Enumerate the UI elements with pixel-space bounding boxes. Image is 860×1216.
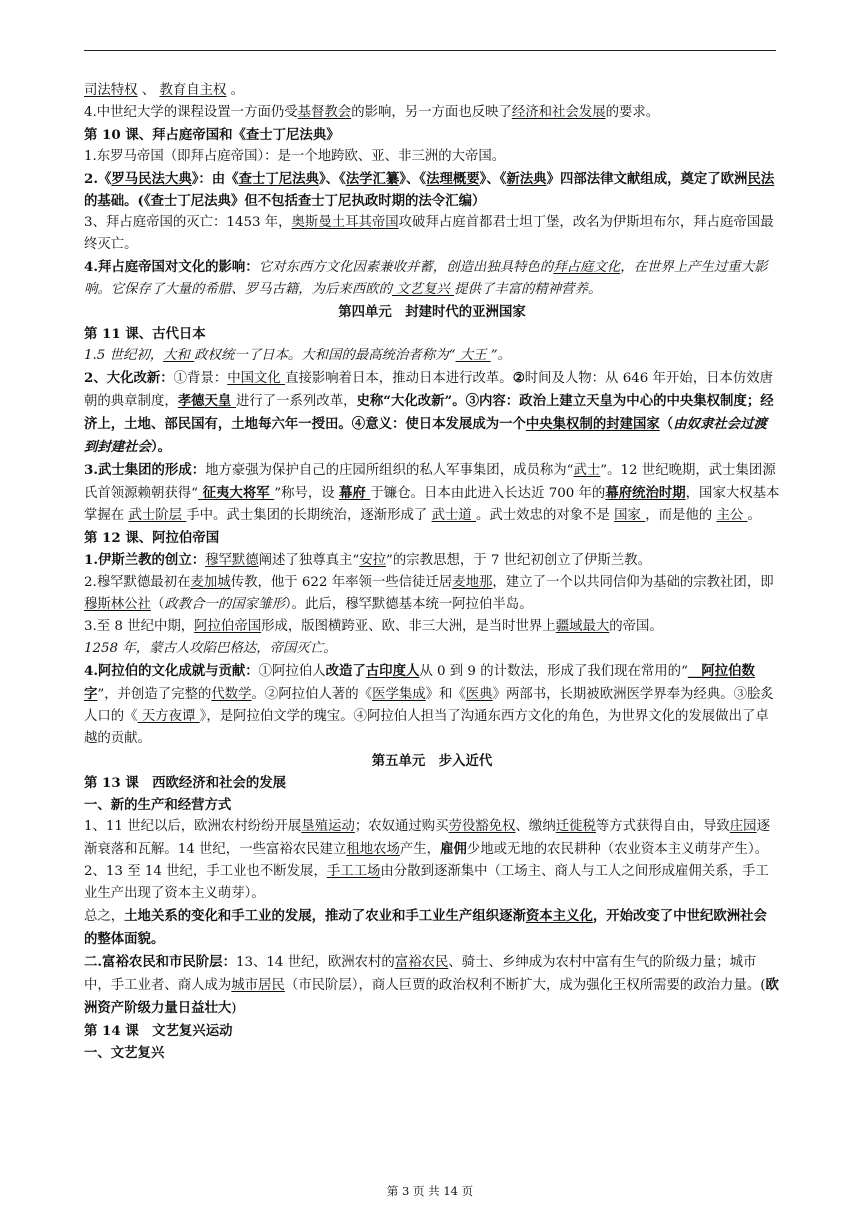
lesson-heading: 第 13 课 西欧经济和社会的发展 xyxy=(84,775,287,791)
unit-heading: 第四单元 封建时代的亚洲国家 xyxy=(338,304,526,320)
paragraph: 3.武士集团的形成：地方豪强为保护自己的庄园所组织的私人军事集团，成员称为“武士”。12 世纪晚期，武士集团源氏首领源赖朝获得“ 征夷大将军 ”称号，设 幕府 于镰仓。日本由此进入长达近 700 年的幕府统治时期，国家大权基本掌握在 武士阶层 手中。武士集团的长期统治，逐渐形成了 武士道 。武士效忠的对象不是 国家 ，而是他的 主公 。 xyxy=(84,462,780,523)
paragraph: 4.拜占庭帝国对文化的影响：它对东西方文化因素兼收并蓄，创造出独具特色的拜占庭文化，在世界上产生过重大影响。它保存了大量的希腊、罗马古籍，为后来西欧的 文艺复兴 提供了丰富的精神营养。 xyxy=(84,259,768,297)
paragraph: 2、13 至 14 世纪，手工业也不断发展，手工工场由分散到逐渐集中（工场主、商人与工人之间形成雇佣关系，手工业生产出现了资本主义萌芽）。 xyxy=(84,864,769,901)
lesson-heading: 第 10 课、拜占庭帝国和《查士丁尼法典》 xyxy=(84,127,340,143)
document-body xyxy=(84,80,780,1064)
section-heading: 一、新的生产和经营方式 xyxy=(84,797,232,813)
paragraph: 2.穆罕默德最初在麦加城传教，他于 622 年率领一些信徒迁居麦地那，建立了一个以共同信仰为基础的宗教社团，即穆斯林公社（政教合一的国家雏形）。此后，穆罕默德基本统一阿拉伯半岛。 xyxy=(84,575,774,612)
lesson-heading: 第 14 课 文艺复兴运动 xyxy=(84,1023,233,1039)
lesson-heading: 第 12 课、阿拉伯帝国 xyxy=(84,530,220,546)
paragraph: 司法特权 、 教育自主权 。 xyxy=(84,83,245,98)
paragraph: 1.东罗马帝国（即拜占庭帝国）：是一个地跨欧、亚、非三洲的大帝国。 xyxy=(84,149,506,164)
unit-heading: 第五单元 步入近代 xyxy=(371,753,493,769)
page-footer: 第 3 页 共 14 页 xyxy=(386,1184,474,1198)
paragraph: 二.富裕农民和市民阶层：13、14 世纪，欧洲农村的富裕农民、骑士、乡绅成为农村中富有生气的阶级力量；城市中，手工业者、商人成为城市居民（市民阶层），商人巨贾的政治权利不断扩大，成为强化王权所需要的政治力量。(欧洲资产阶级力量日益壮大) xyxy=(84,954,779,1016)
paragraph: 4.阿拉伯的文化成就与贡献：①阿拉伯人改造了古印度人从 0 到 9 的计数法，形成了我们现在常用的“__阿拉伯数字”，并创造了完整的代数学。②阿拉伯人著的《医学集成》和《医典》两部书，长期被欧洲医学界奉为经典。③脍炙人口的《 天方夜谭 》，是阿拉伯文学的瑰宝。④阿拉伯人担当了沟通东西方文化的角色，为世界文化的发展做出了卓越的贡献。 xyxy=(84,663,774,746)
paragraph: 1.伊斯兰教的创立：穆罕默德阐述了独尊真主“安拉”的宗教思想，于 7 世纪初创立了伊斯兰教。 xyxy=(84,552,651,568)
paragraph: 1、11 世纪以后，欧洲农村纷纷开展垦殖运动；农奴通过购买劳役豁免权、缴纳迁徙税等方式获得自由，导致庄园逐渐衰落和瓦解。14 世纪，一些富裕农民建立租地农场产生，雇佣少地或无地的农民耕种（农业资本主义萌芽产生）。 xyxy=(84,819,770,857)
paragraph: 4.中世纪大学的课程设置一方面仍受基督教会的影响，另一方面也反映了经济和社会发展的要求。 xyxy=(84,105,660,120)
lesson-heading: 第 11 课、古代日本 xyxy=(84,326,206,342)
paragraph: 2、大化改新：①背景：中国文化 直接影响着日本，推动日本进行改革。②时间及人物：从 646 年开始，日本仿效唐朝的典章制度，孝德天皇 进行了一系列改革，史称“大化改新”。③内容：政治上建立天皇为中心的中央集权制度；经济上，土地、部民国有，土地每六年一授田。④意义：使日本发展成为一个中央集权制的封建国家（由奴隶社会过渡到封建社会）。 xyxy=(84,370,774,455)
paragraph: 1258 年，蒙古人攻陷巴格达，帝国灭亡。 xyxy=(84,641,337,656)
paragraph: 3.至 8 世纪中期，阿拉伯帝国形成，版图横跨亚、欧、非三大洲，是当时世界上疆域最大的帝国。 xyxy=(84,619,663,634)
paragraph: 3、拜占庭帝国的灭亡：1453 年，奥斯曼土耳其帝国攻破拜占庭首都君士坦丁堡，改名为伊斯坦布尔，拜占庭帝国最终灭亡。 xyxy=(84,215,774,252)
section-heading: 一、文艺复兴 xyxy=(84,1045,165,1061)
paragraph: 总之，土地关系的变化和手工业的发展，推动了农业和手工业生产组织逐渐资本主义化，开始改变了中世纪欧洲社会的整体面貌。 xyxy=(84,908,767,947)
paragraph: 1.5 世纪初，大和 政权统一了日本。大和国的最高统治者称为“ 大王 ”。 xyxy=(84,348,511,363)
header-rule xyxy=(84,50,776,51)
paragraph: 2.《罗马民法大典》：由《查士丁尼法典》、《法学汇纂》、《法理概要》、《新法典》四部法律文献组成，奠定了欧洲民法的基础。(《查士丁尼法典》但不包括查士丁尼执政时期的法令汇编） xyxy=(84,171,775,209)
